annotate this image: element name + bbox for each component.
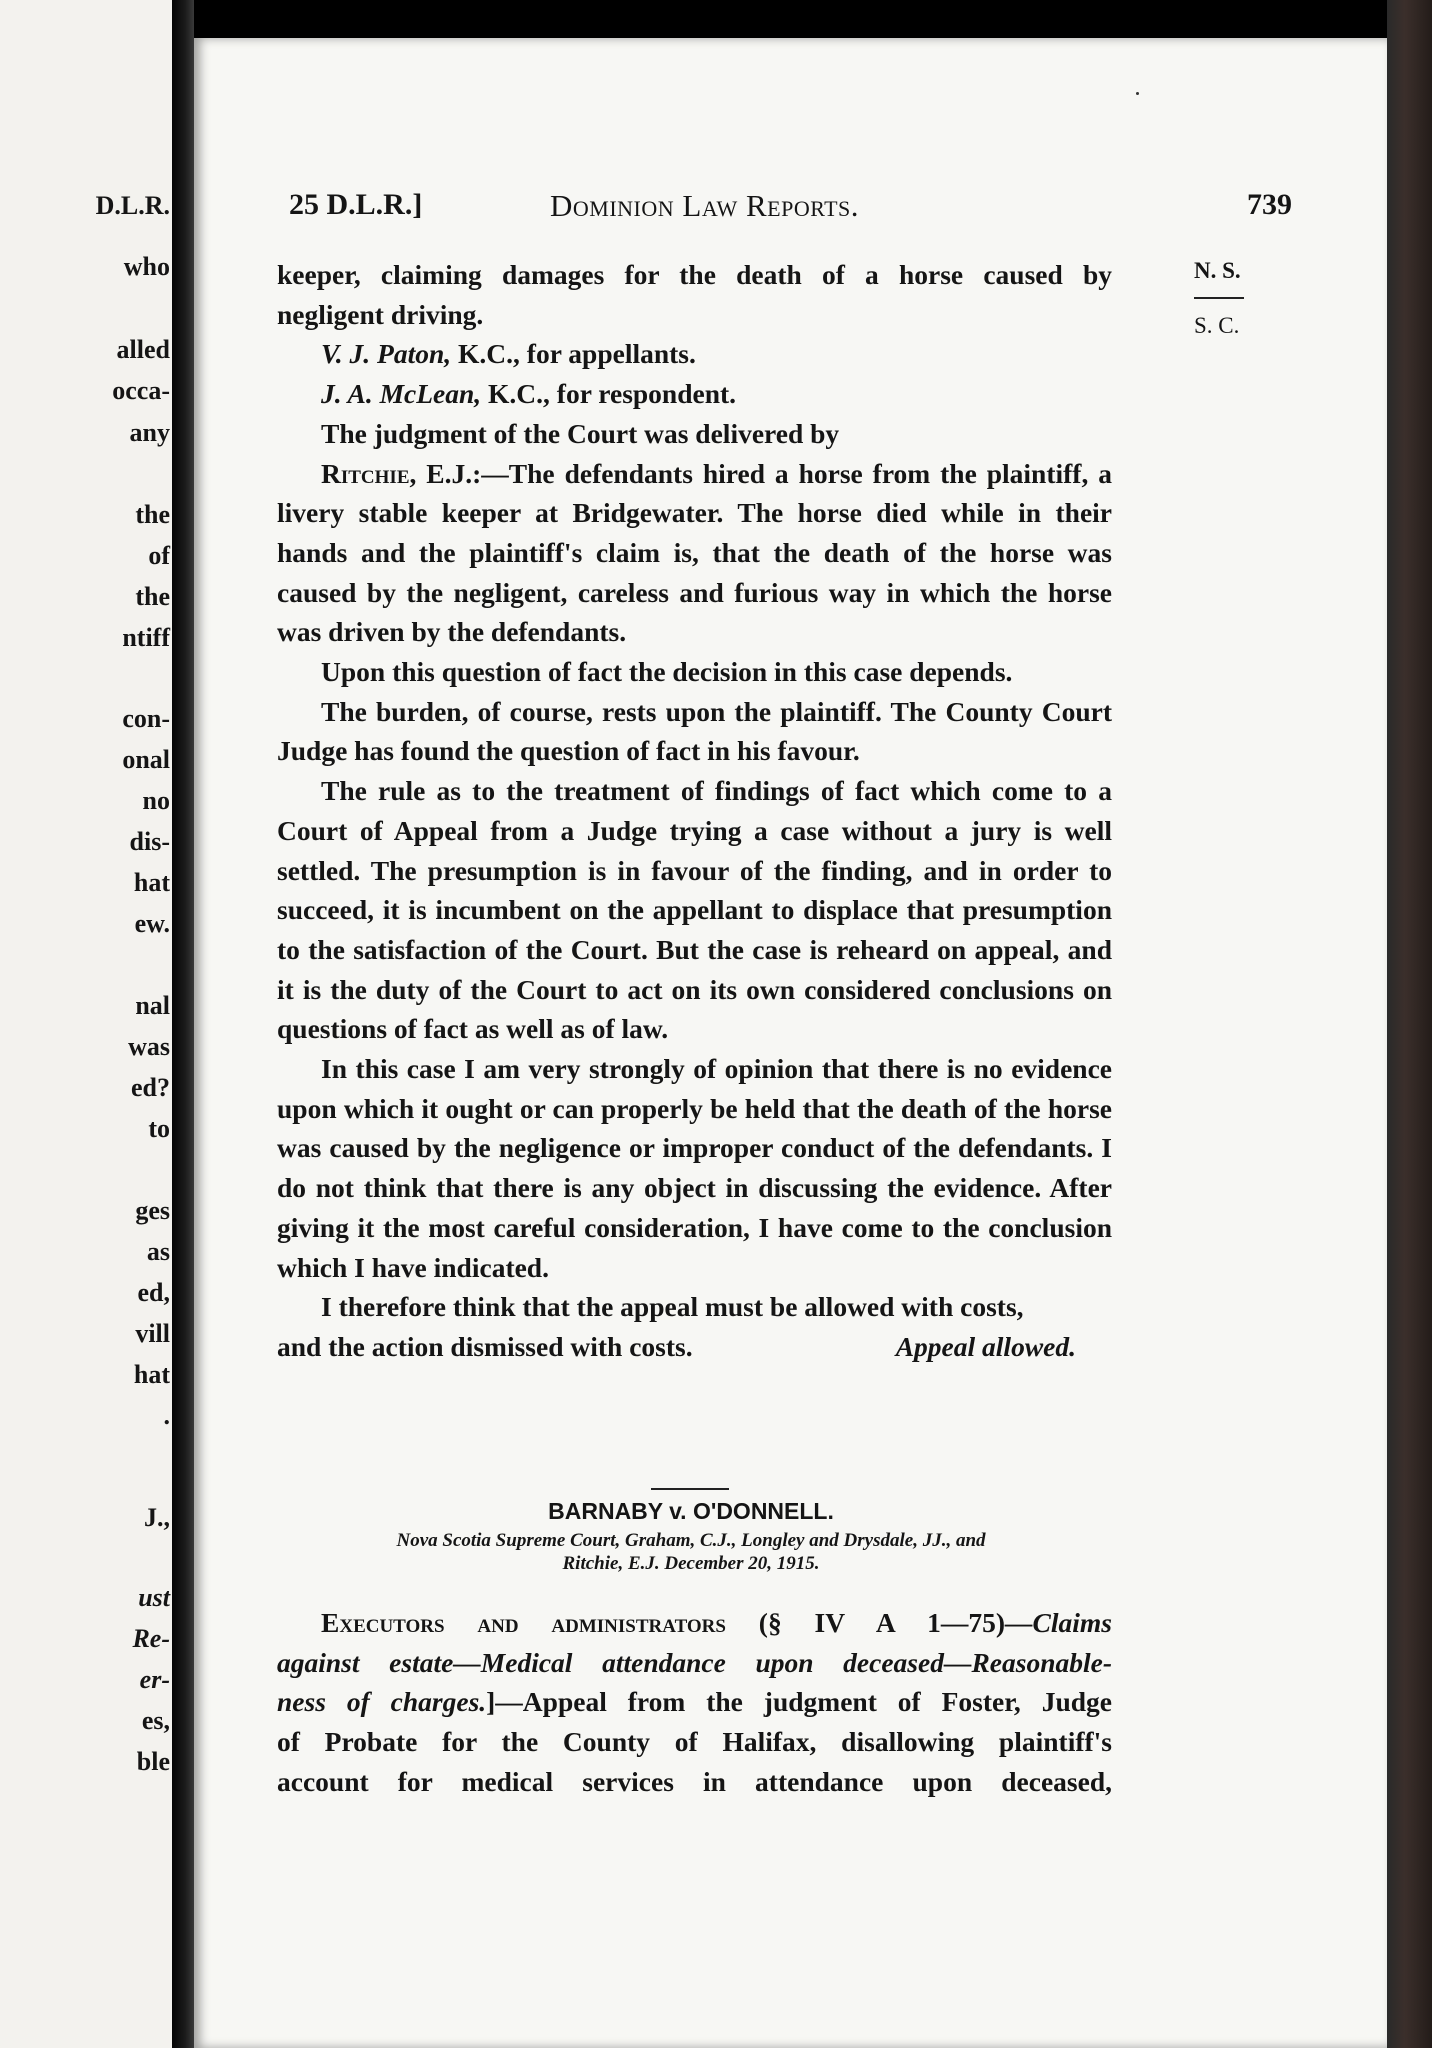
headnote-topic: Executors and administrators: [321, 1607, 726, 1638]
paragraph-claim: [277, 255, 1112, 334]
left-page-fragment: ed,: [137, 1278, 170, 1307]
left-page-fragment: was: [128, 1032, 170, 1061]
headnote-line-1: [277, 1603, 1112, 1643]
margin-note-court: S. C.: [1194, 313, 1240, 338]
left-page-fragment: dis-: [129, 827, 170, 856]
paragraph-rule: The rule as to the treatment of findings of fact which come to a Court of Appeal from a Judge trying a case without a jury is well settled. The presumption is in favour of the finding, and in order to succeed, it is incumbent on the appellant to displace that presumption to the satisfaction of the Court. But the case is reheard on appeal, and it is the duty of the Court to act on its own considered conclusions on questions of fact as well as of law.: [277, 775, 1112, 1045]
claim-line-2: negligent driving.: [277, 298, 484, 330]
left-page-fragment: er-: [139, 1665, 170, 1694]
left-page-fragment: the: [135, 582, 170, 611]
paragraph-opinion: In this case I am very strongly of opinion that there is no evidence upon which it ought or can properly be held that the death of the horse was caused by the negligence or improper conduct of the defendants. I do not think that there is any object in discussing the evidence. After giving it the most careful consideration, I have come to the conclusion which I have indicated.: [277, 1053, 1112, 1283]
paragraph-final: [277, 1327, 1112, 1367]
headnote-section: (§ IV A 1—75): [725, 1607, 1006, 1638]
speck: [1136, 92, 1139, 95]
left-page-fragment: ed?: [131, 1073, 170, 1102]
judgment-body: [277, 255, 1112, 1367]
judge-name: Ritchie, E.J.: [321, 457, 473, 489]
left-page-fragment: ew.: [134, 909, 170, 938]
paragraph-question: Upon this question of fact the decision in this case depends.: [321, 656, 1013, 688]
header-title: Dominion Law Reports.: [550, 188, 859, 223]
left-page-fragment: any: [129, 418, 170, 447]
paragraph-ritchie: [277, 454, 1112, 653]
court-line-2: Ritchie, E.J. December 20, 1915.: [562, 1553, 820, 1574]
headnote-line-3-rest: ]—Appeal from the judgment of Foster, Judge: [486, 1686, 1112, 1718]
left-page-fragment: es,: [141, 1706, 170, 1735]
left-page-fragment: con-: [122, 704, 170, 733]
left-page-fragment: .: [163, 1401, 170, 1430]
header-volume: 25 D.L.R.]: [289, 188, 423, 221]
left-page-fragment: ges: [135, 1196, 170, 1225]
ritchie-opening-text: :—The defendants hired a horse from the plaintiff, a livery stable keeper at Bridgewater. The horse died while in their hands and the plaintiff's claim is, that the death of the horse was caused by the negligent, careless and furious way in which the horse was driven by the defendants.: [277, 457, 1112, 648]
headnote-line-3-italic: ness of charges.: [277, 1686, 487, 1718]
court-line-1: Nova Scotia Supreme Court, Graham, C.J., Longley and Drysdale, JJ., and: [396, 1530, 986, 1551]
left-page-fragment: vill: [135, 1319, 170, 1348]
left-page-fragment: to: [148, 1114, 170, 1143]
left-page-fragment: who: [123, 252, 170, 281]
respondent-counsel-role: K.C., for respondent.: [481, 378, 737, 410]
left-page-fragment: no: [142, 786, 170, 815]
claim-line-1: keeper, claiming damages for the death of a horse caused by: [277, 259, 1112, 290]
left-page-fragment: nal: [135, 991, 170, 1020]
left-page-fragment: as: [146, 1237, 170, 1266]
appellant-counsel-role: K.C., for appellants.: [451, 338, 696, 370]
left-page-fragment: ntiff: [122, 623, 170, 652]
appellant-counsel-name: V. J. Paton,: [321, 338, 452, 370]
margin-note-rule: [1194, 297, 1244, 299]
judgment-intro: The judgment of the Court was delivered by: [321, 417, 840, 449]
left-facing-page-strip: [0, 0, 172, 2048]
disposition: Appeal allowed.: [895, 1330, 1076, 1362]
left-page-fragment: of: [148, 541, 170, 570]
headnote-line-5: account for medical services in attendance upon deceased,: [277, 1765, 1112, 1797]
paragraph-burden: The burden, of course, rests upon the plaintiff. The County Court Judge has found the question of fact in his favour.: [277, 695, 1112, 767]
left-page-fragment: Re-: [132, 1624, 170, 1653]
final-sentence: and the action dismissed with costs.: [277, 1330, 693, 1362]
left-page-fragment: occa-: [112, 376, 170, 405]
left-page-fragment: J.,: [144, 1503, 170, 1532]
paragraph-therefore: I therefore think that the appeal must be allowed with costs,: [321, 1291, 1024, 1323]
headnote-line-3: [277, 1682, 1112, 1722]
left-page-fragment: ble: [136, 1747, 170, 1776]
left-page-fragment: hat: [133, 1360, 170, 1389]
left-page-fragment: D.L.R.: [95, 191, 170, 220]
left-page-fragment: onal: [122, 745, 170, 774]
book-right-edge: [1387, 0, 1432, 2048]
left-page-fragment: ust: [138, 1583, 170, 1612]
headnote: [277, 1603, 1112, 1802]
margin-note-province: N. S.: [1194, 258, 1241, 283]
headnote-line-1-rest: —Claims: [1005, 1607, 1112, 1638]
counsel-appellants: [277, 334, 1112, 374]
case-separator-rule: [651, 1488, 729, 1490]
headnote-line-2: against estate—Medical attendance upon deceased—Reasonable-: [277, 1646, 1112, 1678]
left-page-fragment: alled: [116, 335, 170, 364]
case-court-line: [270, 1529, 1112, 1575]
respondent-counsel-name: J. A. McLean,: [321, 378, 482, 410]
page-number: 739: [1247, 188, 1292, 221]
book-gutter: [172, 0, 194, 2048]
left-page-fragment: hat: [133, 868, 170, 897]
headnote-line-4: of Probate for the County of Halifax, disallowing plaintiff's: [277, 1726, 1112, 1758]
left-page-fragment: the: [135, 500, 170, 529]
next-case-heading: [270, 1495, 1112, 1575]
case-title: BARNABY v. O'DONNELL.: [548, 1498, 834, 1524]
counsel-respondent: [277, 374, 1112, 414]
